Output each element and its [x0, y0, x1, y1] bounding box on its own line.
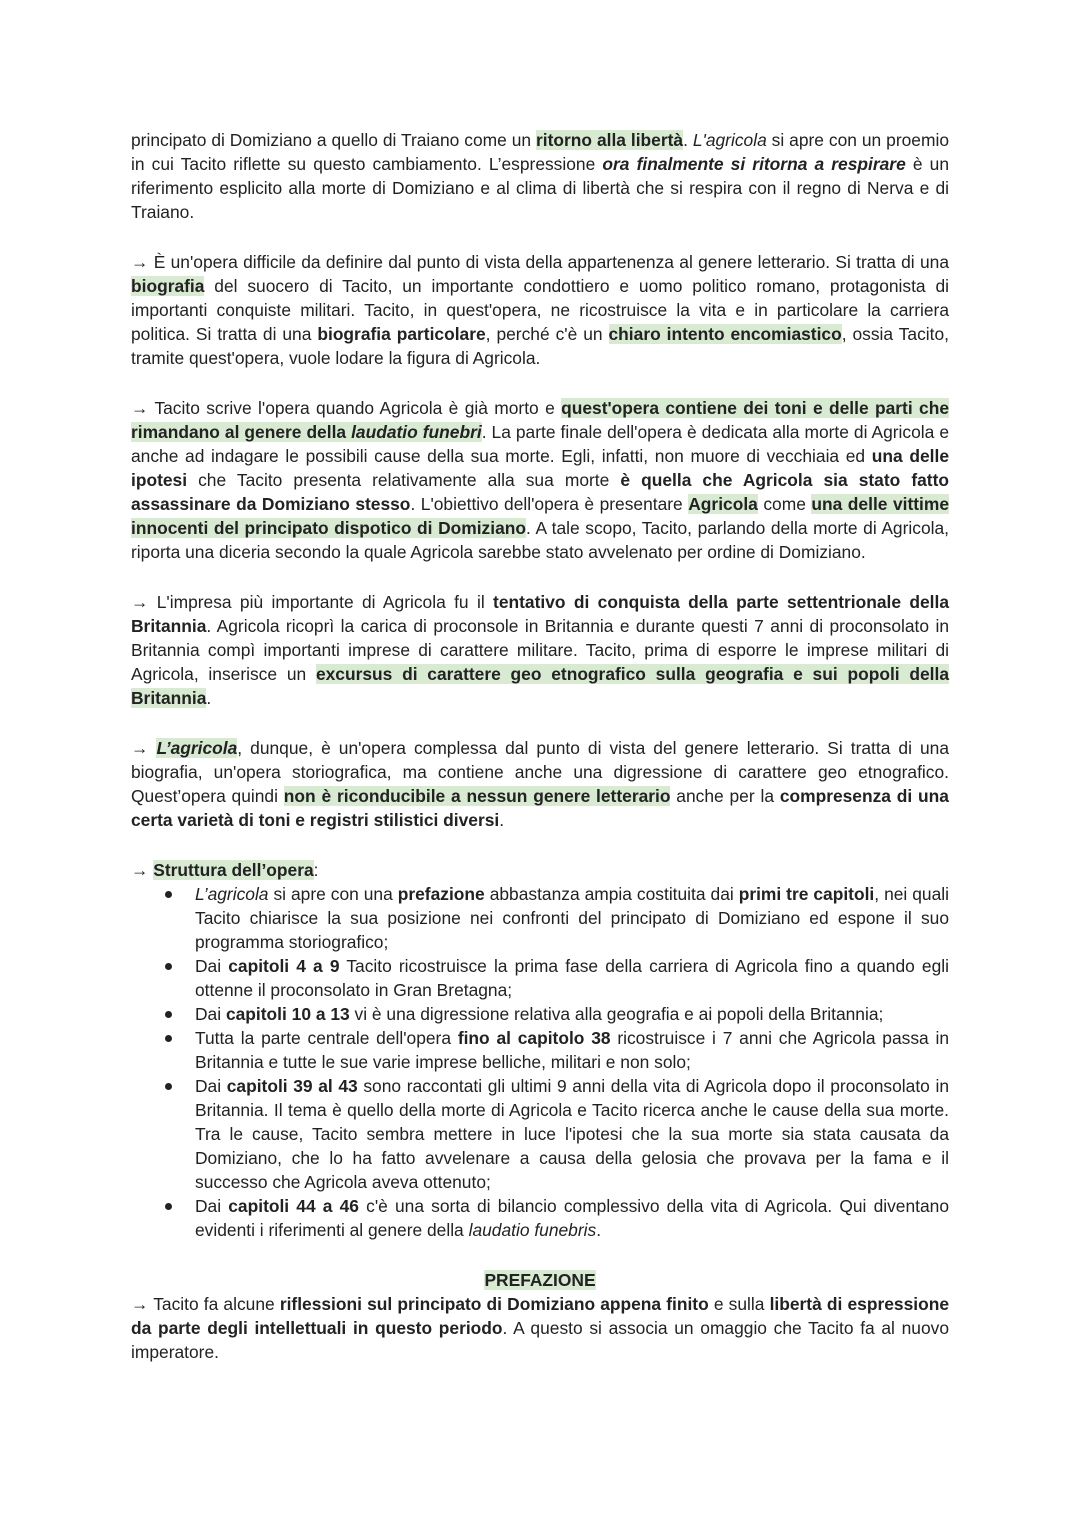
- paragraph-prefazione: → Tacito fa alcune riflessioni sul principato di Domiziano appena finito e sulla libertà di espressione da parte degli intellettuali in questo periodo. A questo si associa un omaggio che Tacito fa al nuovo imperatore.: [131, 1294, 949, 1362]
- arrow-icon: →: [131, 398, 149, 418]
- list-item: Tutta la parte centrale dell'opera fino al capitolo 38 ricostruisce i 7 anni che Agricola passa in Britannia e tutte le sue varie imprese belliche, militari e non solo;: [195, 1028, 949, 1072]
- paragraph-genre: → È un'opera difficile da definire dal punto di vista della appartenenza al genere letterario. Si tratta di una biografia del suocero di Tacito, un importante condottiero e uomo politico romano, protagonista di importanti conquiste militari. Tacito, in quest'opera, ne ricostruisce la vita e in particolare la carriera politica. Si tratta di una biografia particolare, perché c'è un chiaro intento encomiastico, ossia Tacito, tramite quest'opera, vuole lodare la figura di Agricola.: [131, 252, 949, 368]
- arrow-icon: →: [131, 738, 149, 758]
- document-page: [131, 128, 949, 1364]
- list-item: Dai capitoli 10 a 13 vi è una digressione relativa alla geografia e ai popoli della Britannia;: [195, 1002, 949, 1026]
- list-item: Dai capitoli 44 a 46 c'è una sorta di bilancio complessivo della vita di Agricola. Qui diventano evidenti i riferimenti al genere della laudatio funebris.: [195, 1196, 949, 1240]
- list-item: Dai capitoli 39 al 43 sono raccontati gli ultimi 9 anni della vita di Agricola dopo il proconsolato in Britannia. Il tema è quello della morte di Agricola e Tacito ricerca anche le cause della sua morte. Tra le cause, Tacito sembra mettere in luce l'ipotesi che la sua morte sia stata causata da Domiziano, che lo ha fatto avvelenare a causa della gelosia che provava per la fama e il successo che Agricola aveva ottenuto;: [195, 1076, 949, 1192]
- arrow-icon: →: [131, 1294, 149, 1314]
- structure-list: [131, 882, 949, 1242]
- paragraph-complex: → L’agricola, dunque, è un'opera complessa dal punto di vista del genere letterario. Si tratta di una biografia, un'opera storiografica, ma contiene anche una digressione di carattere geo etnografico. Quest’opera quindi non è riconducibile a nessun genere letterario anche per la compresenza di una certa varietà di toni e registri stilistici diversi.: [131, 738, 949, 830]
- highlight: ritorno alla libertà: [535, 130, 684, 150]
- paragraph-britannia: → L'impresa più importante di Agricola fu il tentativo di conquista della parte settentrionale della Britannia. Agricola ricoprì la carica di proconsole in Britannia e durante questi 7 anni di proconsolato in Britannia compì importanti imprese di carattere militare. Tacito, prima di esporre le imprese militari di Agricola, inserisce un excursus di carattere geo etnografico sulla geografia e sui popoli della Britannia.: [131, 592, 950, 708]
- structure-heading: → Struttura dell’opera:: [131, 860, 319, 880]
- prefazione-heading: PREFAZIONE: [484, 1270, 596, 1290]
- paragraph-intro: principato di Domiziano a quello di Traiano come un ritorno alla libertà. L'agricola si apre con un proemio in cui Tacito riflette su questo cambiamento. L’espressione ora finalmente si ritorna a respirare è un riferimento esplicito alla morte di Domiziano e al clima di libertà che si respira con il regno di Nerva e di Traiano.: [131, 130, 950, 222]
- list-item: L’agricola si apre con una prefazione abbastanza ampia costituita dai primi tre capitoli, nei quali Tacito chiarisce la sua posizione nei confronti del principato di Domiziano ed espone il suo programma storiografico;: [195, 884, 949, 952]
- paragraph-laudatio: → Tacito scrive l'opera quando Agricola è già morto e quest'opera contiene dei toni e delle parti che rimandano al genere della laudatio funebri. La parte finale dell'opera è dedicata alla morte di Agricola e anche ad indagare le possibili cause della sua morte. Egli, infatti, non muore di vecchiaia ed una delle ipotesi che Tacito presenta relativamente alla sua morte è quella che Agricola sia stato fatto assassinare da Domiziano stesso. L'obiettivo dell'opera è presentare Agricola come una delle vittime innocenti del principato dispotico di Domiziano. A tale scopo, Tacito, parlando della morte di Agricola, riporta una diceria secondo la quale Agricola sarebbe stato avvelenato per ordine di Domiziano.: [131, 398, 949, 562]
- arrow-icon: →: [131, 860, 149, 880]
- arrow-icon: →: [131, 252, 149, 272]
- list-item: Dai capitoli 4 a 9 Tacito ricostruisce la prima fase della carriera di Agricola fino a quando egli ottenne il proconsolato in Gran Bretagna;: [195, 956, 950, 1000]
- arrow-icon: →: [131, 592, 149, 612]
